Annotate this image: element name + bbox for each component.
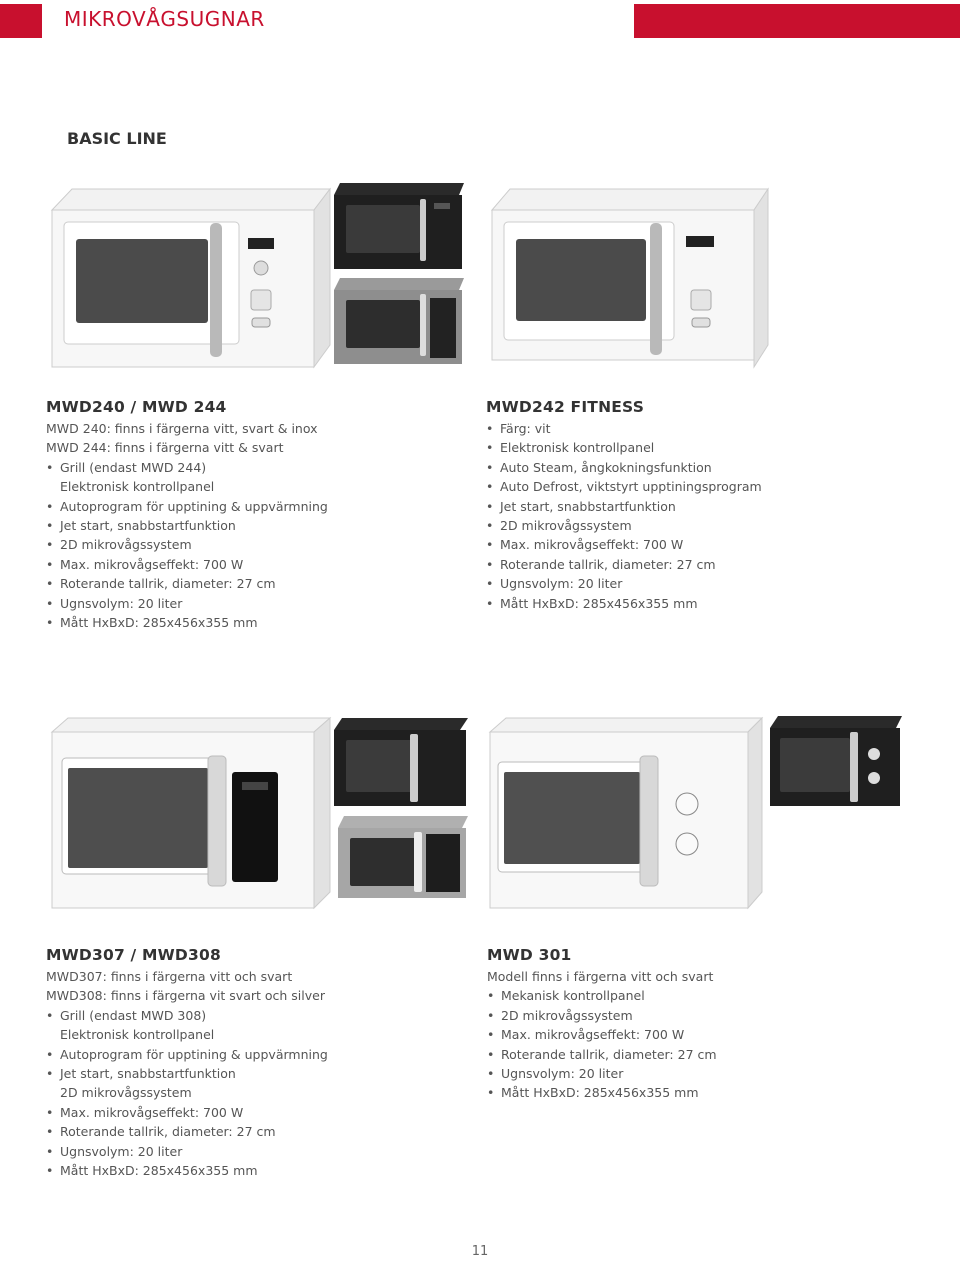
product-image-mwd240-244 xyxy=(44,175,469,375)
list-item: • Ugnsvolym: 20 liter xyxy=(46,594,466,613)
list-item: • Färg: vit xyxy=(486,419,906,438)
list-item: • Autoprogram för upptining & uppvärmning xyxy=(46,1045,466,1064)
list-item: • Ugnsvolym: 20 liter xyxy=(486,574,906,593)
feature-list xyxy=(46,458,466,633)
product-note: MWD308: finns i färgerna vit svart och silver xyxy=(46,988,325,1004)
list-item: • Max. mikrovågseffekt: 700 W xyxy=(46,1103,466,1122)
list-item: • Ugnsvolym: 20 liter xyxy=(487,1064,907,1083)
list-item: • Grill (endast MWD 244) xyxy=(46,458,466,477)
list-item: • Ugnsvolym: 20 liter xyxy=(46,1142,466,1161)
feature-list xyxy=(486,419,906,613)
feature-list xyxy=(46,1006,466,1181)
product-note: MWD 240: finns i färgerna vitt, svart & inox xyxy=(46,421,318,436)
product-note: MWD 244: finns i färgerna vitt & svart xyxy=(46,440,284,456)
product-image-mwd242 xyxy=(484,175,784,375)
list-item: • Auto Defrost, viktstyrt upptiningsprogram xyxy=(486,477,906,496)
list-item: • Max. mikrovågseffekt: 700 W xyxy=(486,535,906,554)
list-item: • Mått HxBxD: 285x456x355 mm xyxy=(46,1161,466,1180)
page-title: MIKROVÅGSUGNAR xyxy=(64,7,265,31)
list-item: • Mått HxBxD: 285x456x355 mm xyxy=(487,1083,907,1102)
list-item: • Jet start, snabbstartfunktion xyxy=(46,1064,466,1083)
list-item: • Grill (endast MWD 308) xyxy=(46,1006,466,1025)
section-title: BASIC LINE xyxy=(67,129,167,148)
product-mwd301 xyxy=(487,946,907,1103)
list-item: • Elektronisk kontrollpanel xyxy=(486,438,906,457)
product-note: Modell finns i färgerna vitt och svart xyxy=(487,969,714,984)
header-bar-left xyxy=(0,4,42,38)
list-item: • Roterande tallrik, diameter: 27 cm xyxy=(46,574,466,593)
list-item: Elektronisk kontrollpanel xyxy=(60,1027,215,1043)
list-item: • Mått HxBxD: 285x456x355 mm xyxy=(486,594,906,613)
list-item: • Mått HxBxD: 285x456x355 mm xyxy=(46,613,466,632)
list-item: • Roterande tallrik, diameter: 27 cm xyxy=(487,1045,907,1064)
feature-list xyxy=(487,986,907,1102)
list-item: • 2D mikrovågssystem xyxy=(486,516,906,535)
list-item: • Autoprogram för upptining & uppvärmning xyxy=(46,497,466,516)
list-item: • Max. mikrovågseffekt: 700 W xyxy=(46,555,466,574)
product-name: MWD242 FITNESS xyxy=(486,398,645,416)
list-item: • Mekanisk kontrollpanel xyxy=(487,986,907,1005)
list-item: 2D mikrovågssystem xyxy=(60,1085,192,1101)
list-item: • Auto Steam, ångkokningsfunktion xyxy=(486,458,906,477)
product-mwd307-308 xyxy=(46,946,466,1180)
product-mwd240-244 xyxy=(46,398,466,632)
product-image-mwd307-308 xyxy=(48,712,473,912)
list-item: • Jet start, snabbstartfunktion xyxy=(486,497,906,516)
list-item: • 2D mikrovågssystem xyxy=(487,1006,907,1025)
product-mwd242 xyxy=(486,398,906,613)
product-name: MWD307 / MWD308 xyxy=(46,946,221,964)
product-name: MWD 301 xyxy=(487,946,572,964)
list-item: • Roterande tallrik, diameter: 27 cm xyxy=(486,555,906,574)
product-note: MWD307: finns i färgerna vitt och svart xyxy=(46,969,293,984)
list-item: • 2D mikrovågssystem xyxy=(46,535,466,554)
list-item: • Jet start, snabbstartfunktion xyxy=(46,516,466,535)
header-bar-right xyxy=(634,4,960,38)
page-number: 11 xyxy=(471,1244,489,1259)
list-item: • Roterande tallrik, diameter: 27 cm xyxy=(46,1122,466,1141)
product-image-mwd301 xyxy=(484,712,909,912)
list-item: • Max. mikrovågseffekt: 700 W xyxy=(487,1025,907,1044)
product-name: MWD240 / MWD 244 xyxy=(46,398,227,416)
list-item: Elektronisk kontrollpanel xyxy=(60,479,215,495)
